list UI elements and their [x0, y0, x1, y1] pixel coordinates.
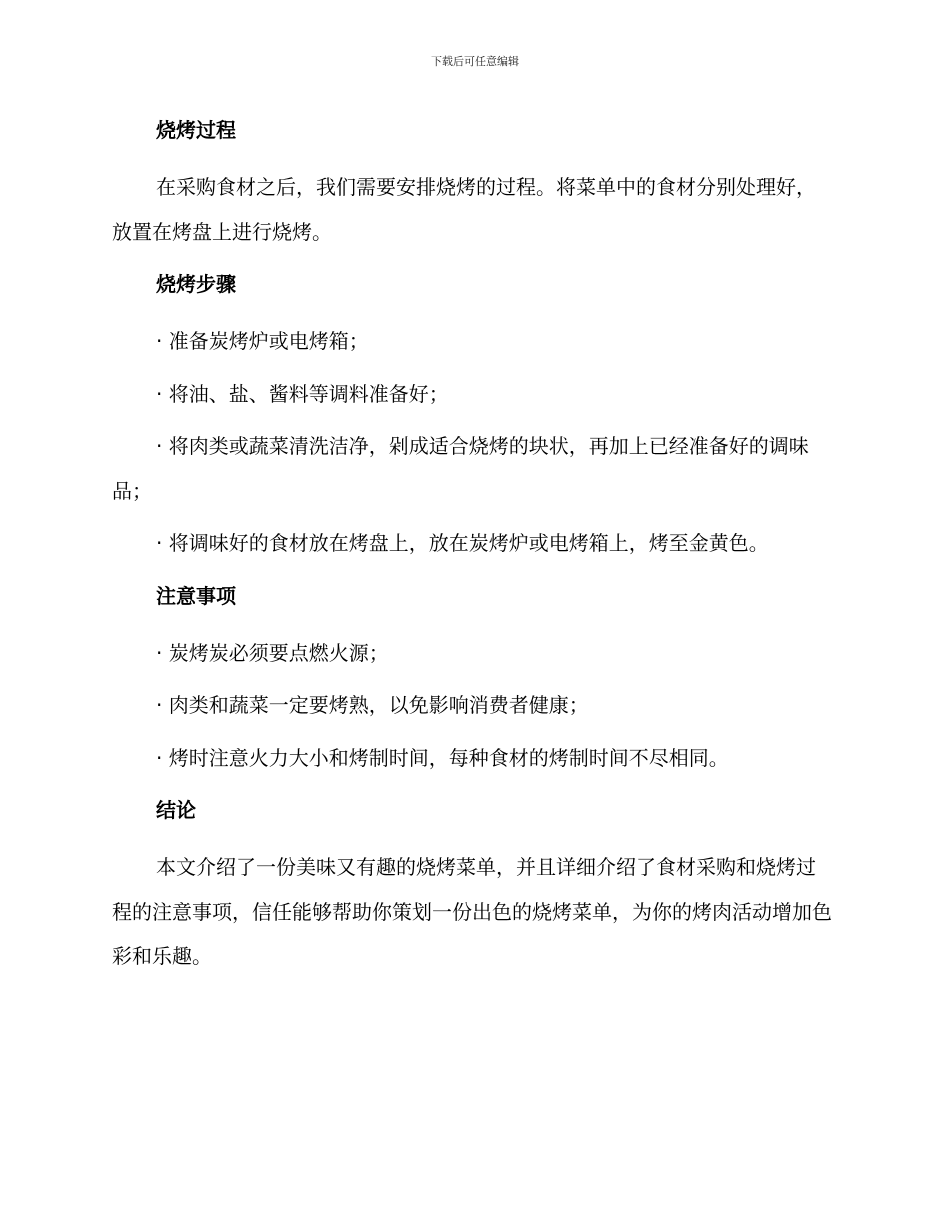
list-item-step: · 准备炭烤炉或电烤箱；: [156, 329, 369, 353]
section-heading-conclusion: 结论: [156, 798, 196, 822]
document-body: [112, 113, 832, 992]
page-header: 下载后可任意编辑: [431, 55, 519, 68]
list-item-note: · 肉类和蔬菜一定要烤熟，以免影响消费者健康；: [156, 693, 589, 717]
list-item-note: · 烤时注意火力大小和烤制时间，每种食材的烤制时间不尽相同。: [156, 745, 729, 770]
list-item-step: · 将肉类或蔬菜清洗洁净，剁成适合烧烤的块状，再加上已经准备好的调味品；: [112, 434, 809, 503]
list-item-step: · 将油、盐、酱料等调料准备好；: [156, 381, 449, 406]
list-item-note: · 炭烤炭必须要点燃火源；: [156, 640, 389, 665]
list-item-step: · 将调味好的食材放在烤盘上，放在炭烤炉或电烤箱上，烤至金黄色。: [156, 531, 769, 555]
section-heading-notes: 注意事项: [156, 583, 236, 608]
paragraph-process: 在采购食材之后，我们需要安排烧烤的过程。将菜单中的食材分别处理好，放置在烤盘上进行烧烤。: [112, 175, 816, 244]
paragraph-conclusion: 本文介绍了一份美味又有趣的烧烤菜单，并且详细介绍了食材采购和烧烤过程的注意事项，信任能够帮助你策划一份出色的烧烤菜单，为你的烤肉活动增加色彩和乐趣。: [112, 855, 832, 968]
section-heading-steps: 烧烤步骤: [156, 272, 236, 296]
section-heading-process: 烧烤过程: [156, 118, 236, 142]
